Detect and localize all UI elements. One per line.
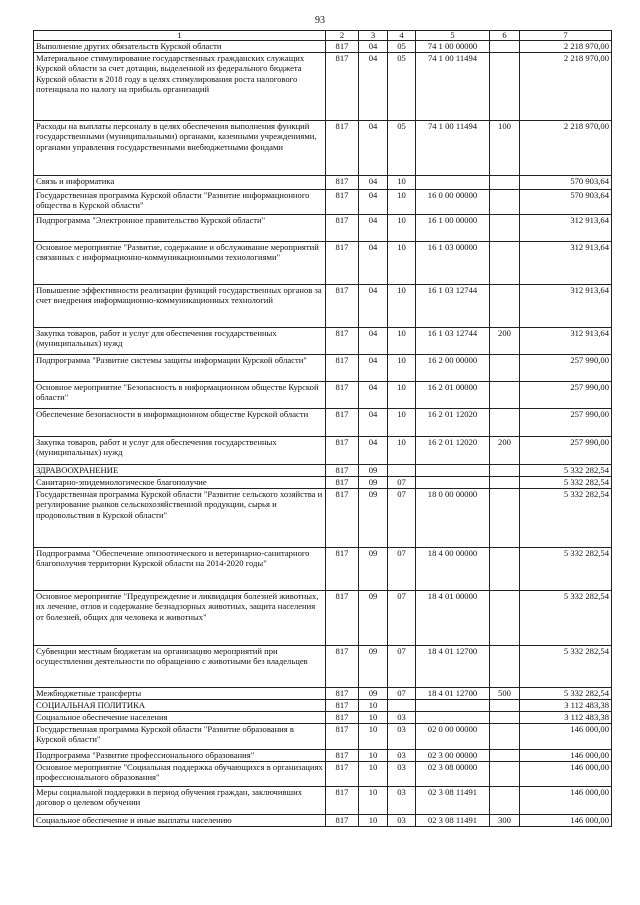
subsection-code xyxy=(388,700,416,712)
ministry-code: 817 xyxy=(326,382,359,409)
expense-type xyxy=(490,724,520,750)
table-row xyxy=(34,215,612,242)
target-article: 16 2 01 12020 xyxy=(416,409,490,437)
table-row xyxy=(34,328,612,355)
table-row xyxy=(34,787,612,815)
ministry-code: 817 xyxy=(326,465,359,477)
ministry-code: 817 xyxy=(326,328,359,355)
page-number: 93 xyxy=(315,15,325,26)
amount: 2 218 970,00 xyxy=(520,53,612,121)
expense-type xyxy=(490,477,520,489)
expense-type xyxy=(490,409,520,437)
subsection-code xyxy=(388,465,416,477)
ministry-code: 817 xyxy=(326,646,359,688)
row-name: Связь и информатика xyxy=(34,176,326,190)
expense-type xyxy=(490,53,520,121)
budget-table xyxy=(33,30,612,827)
row-name: Основное мероприятие "Социальная поддержка обучающихся в организациях профессионального образования" xyxy=(34,762,326,787)
target-article: 02 0 00 00000 xyxy=(416,724,490,750)
amount: 257 990,00 xyxy=(520,409,612,437)
table-row xyxy=(34,121,612,176)
expense-type xyxy=(490,646,520,688)
row-name: Социальное обеспечение населения xyxy=(34,712,326,724)
subsection-code: 10 xyxy=(388,409,416,437)
target-article: 02 3 08 00000 xyxy=(416,762,490,787)
subsection-code: 10 xyxy=(388,190,416,215)
section-code: 04 xyxy=(359,382,388,409)
table-row xyxy=(34,465,612,477)
amount: 570 903,64 xyxy=(520,176,612,190)
target-article: 16 1 03 00000 xyxy=(416,242,490,285)
expense-type xyxy=(490,591,520,646)
row-name: Выполнение других обязательств Курской области xyxy=(34,41,326,53)
amount: 3 112 483,38 xyxy=(520,712,612,724)
table-row xyxy=(34,548,612,591)
column-number: 1 xyxy=(34,31,326,41)
ministry-code: 817 xyxy=(326,190,359,215)
row-name: Подпрограмма "Электронное правительство Курской области" xyxy=(34,215,326,242)
column-number: 3 xyxy=(359,31,388,41)
target-article: 18 0 00 00000 xyxy=(416,489,490,548)
ministry-code: 817 xyxy=(326,724,359,750)
expense-type xyxy=(490,382,520,409)
expense-type xyxy=(490,787,520,815)
expense-type: 500 xyxy=(490,688,520,700)
column-number: 7 xyxy=(520,31,612,41)
table-row xyxy=(34,477,612,489)
section-code: 10 xyxy=(359,700,388,712)
target-article: 16 2 00 00000 xyxy=(416,355,490,382)
amount: 146 000,00 xyxy=(520,787,612,815)
table-row xyxy=(34,176,612,190)
section-code: 04 xyxy=(359,190,388,215)
target-article: 18 4 01 12700 xyxy=(416,646,490,688)
amount: 5 332 282,54 xyxy=(520,489,612,548)
row-name: Межбюджетные трансферты xyxy=(34,688,326,700)
subsection-code: 10 xyxy=(388,176,416,190)
ministry-code: 817 xyxy=(326,700,359,712)
ministry-code: 817 xyxy=(326,409,359,437)
target-article xyxy=(416,712,490,724)
row-name: Обеспечение безопасности в информационном обществе Курской области xyxy=(34,409,326,437)
table-row xyxy=(34,190,612,215)
ministry-code: 817 xyxy=(326,762,359,787)
expense-type xyxy=(490,489,520,548)
section-code: 10 xyxy=(359,787,388,815)
subsection-code: 10 xyxy=(388,285,416,328)
table-row xyxy=(34,688,612,700)
expense-type: 300 xyxy=(490,815,520,827)
table-row xyxy=(34,437,612,465)
column-number-row xyxy=(34,31,612,41)
subsection-code: 03 xyxy=(388,815,416,827)
target-article: 02 3 08 11491 xyxy=(416,787,490,815)
subsection-code: 07 xyxy=(388,688,416,700)
row-name: Основное мероприятие "Безопасность в информационном обществе Курской области" xyxy=(34,382,326,409)
target-article: 74 1 00 11494 xyxy=(416,121,490,176)
amount: 312 913,64 xyxy=(520,285,612,328)
section-code: 04 xyxy=(359,328,388,355)
ministry-code: 817 xyxy=(326,242,359,285)
row-name: Повышение эффективности реализации функций государственных органов за счет внедрения информационно-коммуникационных технологий xyxy=(34,285,326,328)
row-name: Материальное стимулирование государственных гражданских служащих Курской области за счет дотации, выделенной из федерального бюджета Курской области в 2018 году в целях стимулирования роста налогового потенциала по налогу на прибыль организаций xyxy=(34,53,326,121)
column-number: 2 xyxy=(326,31,359,41)
expense-type xyxy=(490,548,520,591)
expense-type xyxy=(490,176,520,190)
table-row xyxy=(34,750,612,762)
expense-type xyxy=(490,242,520,285)
row-name: Основное мероприятие "Развитие, содержание и обслуживание мероприятий связанных с информационно-коммуникационными технологиями" xyxy=(34,242,326,285)
subsection-code: 03 xyxy=(388,762,416,787)
table-row xyxy=(34,355,612,382)
row-name: Государственная программа Курской области "Развитие сельского хозяйства и регулирование рынков сельскохозяйственной продукции, сырья и продовольствия в Курской области" xyxy=(34,489,326,548)
subsection-code: 10 xyxy=(388,215,416,242)
ministry-code: 817 xyxy=(326,750,359,762)
target-article: 74 1 00 11494 xyxy=(416,53,490,121)
table-row xyxy=(34,41,612,53)
expense-type xyxy=(490,465,520,477)
row-name: Подпрограмма "Развитие профессионального образования" xyxy=(34,750,326,762)
target-article: 18 4 01 12700 xyxy=(416,688,490,700)
column-number: 4 xyxy=(388,31,416,41)
subsection-code: 05 xyxy=(388,41,416,53)
ministry-code: 817 xyxy=(326,815,359,827)
table-row xyxy=(34,382,612,409)
ministry-code: 817 xyxy=(326,688,359,700)
subsection-code: 10 xyxy=(388,355,416,382)
section-code: 09 xyxy=(359,688,388,700)
amount: 3 112 483,38 xyxy=(520,700,612,712)
expense-type xyxy=(490,355,520,382)
section-code: 09 xyxy=(359,465,388,477)
amount: 146 000,00 xyxy=(520,750,612,762)
amount: 257 990,00 xyxy=(520,355,612,382)
column-number: 6 xyxy=(490,31,520,41)
amount: 2 218 970,00 xyxy=(520,41,612,53)
target-article: 16 1 00 00000 xyxy=(416,215,490,242)
ministry-code: 817 xyxy=(326,489,359,548)
ministry-code: 817 xyxy=(326,41,359,53)
expense-type: 100 xyxy=(490,121,520,176)
target-article: 02 3 00 00000 xyxy=(416,750,490,762)
ministry-code: 817 xyxy=(326,176,359,190)
subsection-code: 10 xyxy=(388,328,416,355)
amount: 257 990,00 xyxy=(520,437,612,465)
table-row xyxy=(34,700,612,712)
row-name: Государственная программа Курской области "Развитие информационного общества в Курской области" xyxy=(34,190,326,215)
amount: 5 332 282,54 xyxy=(520,591,612,646)
subsection-code: 03 xyxy=(388,724,416,750)
section-code: 04 xyxy=(359,242,388,285)
row-name: Закупка товаров, работ и услуг для обеспечения государственных (муниципальных) нужд xyxy=(34,437,326,465)
table-row xyxy=(34,762,612,787)
amount: 146 000,00 xyxy=(520,762,612,787)
table-row xyxy=(34,409,612,437)
section-code: 04 xyxy=(359,41,388,53)
expense-type xyxy=(490,762,520,787)
table-row xyxy=(34,53,612,121)
ministry-code: 817 xyxy=(326,548,359,591)
expense-type: 200 xyxy=(490,328,520,355)
subsection-code: 07 xyxy=(388,548,416,591)
target-article xyxy=(416,465,490,477)
amount: 2 218 970,00 xyxy=(520,121,612,176)
target-article: 02 3 08 11491 xyxy=(416,815,490,827)
row-name: Социальное обеспечение и иные выплаты населению xyxy=(34,815,326,827)
target-article xyxy=(416,477,490,489)
amount: 5 332 282,54 xyxy=(520,646,612,688)
target-article: 18 4 01 00000 xyxy=(416,591,490,646)
table-row xyxy=(34,646,612,688)
expense-type xyxy=(490,215,520,242)
ministry-code: 817 xyxy=(326,712,359,724)
subsection-code: 07 xyxy=(388,591,416,646)
target-article xyxy=(416,176,490,190)
section-code: 09 xyxy=(359,489,388,548)
table-row xyxy=(34,489,612,548)
column-number: 5 xyxy=(416,31,490,41)
row-name: Санитарно-эпидемиологическое благополучие xyxy=(34,477,326,489)
target-article: 16 0 00 00000 xyxy=(416,190,490,215)
section-code: 04 xyxy=(359,285,388,328)
amount: 146 000,00 xyxy=(520,724,612,750)
amount: 5 332 282,54 xyxy=(520,477,612,489)
subsection-code: 07 xyxy=(388,477,416,489)
ministry-code: 817 xyxy=(326,355,359,382)
section-code: 04 xyxy=(359,437,388,465)
section-code: 10 xyxy=(359,750,388,762)
row-name: ЗДРАВООХРАНЕНИЕ xyxy=(34,465,326,477)
section-code: 04 xyxy=(359,53,388,121)
table-row xyxy=(34,724,612,750)
section-code: 04 xyxy=(359,176,388,190)
row-name: СОЦИАЛЬНАЯ ПОЛИТИКА xyxy=(34,700,326,712)
subsection-code: 10 xyxy=(388,242,416,285)
target-article: 74 1 00 00000 xyxy=(416,41,490,53)
target-article: 16 1 03 12744 xyxy=(416,328,490,355)
section-code: 04 xyxy=(359,409,388,437)
expense-type xyxy=(490,712,520,724)
table-row xyxy=(34,285,612,328)
ministry-code: 817 xyxy=(326,53,359,121)
expense-type: 200 xyxy=(490,437,520,465)
target-article: 16 1 03 12744 xyxy=(416,285,490,328)
amount: 5 332 282,54 xyxy=(520,465,612,477)
table-row xyxy=(34,591,612,646)
subsection-code: 03 xyxy=(388,750,416,762)
amount: 312 913,64 xyxy=(520,215,612,242)
table-row xyxy=(34,815,612,827)
subsection-code: 05 xyxy=(388,121,416,176)
ministry-code: 817 xyxy=(326,477,359,489)
section-code: 10 xyxy=(359,724,388,750)
ministry-code: 817 xyxy=(326,121,359,176)
row-name: Расходы на выплаты персоналу в целях обеспечения выполнения функций государственными (муниципальными) органами, казенными учреждениями, органами управления государственными внебюджетными фондами xyxy=(34,121,326,176)
section-code: 09 xyxy=(359,477,388,489)
ministry-code: 817 xyxy=(326,285,359,328)
amount: 5 332 282,54 xyxy=(520,548,612,591)
table-row xyxy=(34,242,612,285)
row-name: Закупка товаров, работ и услуг для обеспечения государственных (муниципальных) нужд xyxy=(34,328,326,355)
amount: 312 913,64 xyxy=(520,242,612,285)
amount: 5 332 282,54 xyxy=(520,688,612,700)
amount: 257 990,00 xyxy=(520,382,612,409)
expense-type xyxy=(490,285,520,328)
section-code: 10 xyxy=(359,712,388,724)
section-code: 04 xyxy=(359,355,388,382)
section-code: 09 xyxy=(359,646,388,688)
section-code: 09 xyxy=(359,591,388,646)
amount: 570 903,64 xyxy=(520,190,612,215)
expense-type xyxy=(490,41,520,53)
section-code: 10 xyxy=(359,762,388,787)
subsection-code: 07 xyxy=(388,646,416,688)
expense-type xyxy=(490,750,520,762)
ministry-code: 817 xyxy=(326,591,359,646)
subsection-code: 03 xyxy=(388,712,416,724)
row-name: Меры социальной поддержки в период обучения граждан, заключивших договор о целевом обучении xyxy=(34,787,326,815)
expense-type xyxy=(490,190,520,215)
row-name: Государственная программа Курской области "Развитие образования в Курской области" xyxy=(34,724,326,750)
subsection-code: 10 xyxy=(388,382,416,409)
section-code: 04 xyxy=(359,215,388,242)
row-name: Подпрограмма "Развитие системы защиты информации Курской области" xyxy=(34,355,326,382)
amount: 312 913,64 xyxy=(520,328,612,355)
row-name: Подпрограмма "Обеспечение эпизоотического и ветеринарно-санитарного благополучия территории Курской области на 2014-2020 годы" xyxy=(34,548,326,591)
row-name: Основное мероприятие "Предупреждение и ликвидация болезней животных, их лечение, отлов и содержание безнадзорных животных, защита населения от болезней, общих для человека и животных" xyxy=(34,591,326,646)
expense-type xyxy=(490,700,520,712)
ministry-code: 817 xyxy=(326,215,359,242)
subsection-code: 05 xyxy=(388,53,416,121)
section-code: 10 xyxy=(359,815,388,827)
ministry-code: 817 xyxy=(326,437,359,465)
section-code: 09 xyxy=(359,548,388,591)
table-row xyxy=(34,712,612,724)
target-article: 16 2 01 12020 xyxy=(416,437,490,465)
subsection-code: 03 xyxy=(388,787,416,815)
row-name: Субвенции местным бюджетам на организацию мероприятий при осуществлении деятельности по обращению с животными без владельцев xyxy=(34,646,326,688)
section-code: 04 xyxy=(359,121,388,176)
subsection-code: 07 xyxy=(388,489,416,548)
ministry-code: 817 xyxy=(326,787,359,815)
target-article: 18 4 00 00000 xyxy=(416,548,490,591)
amount: 146 000,00 xyxy=(520,815,612,827)
target-article: 16 2 01 00000 xyxy=(416,382,490,409)
subsection-code: 10 xyxy=(388,437,416,465)
target-article xyxy=(416,700,490,712)
